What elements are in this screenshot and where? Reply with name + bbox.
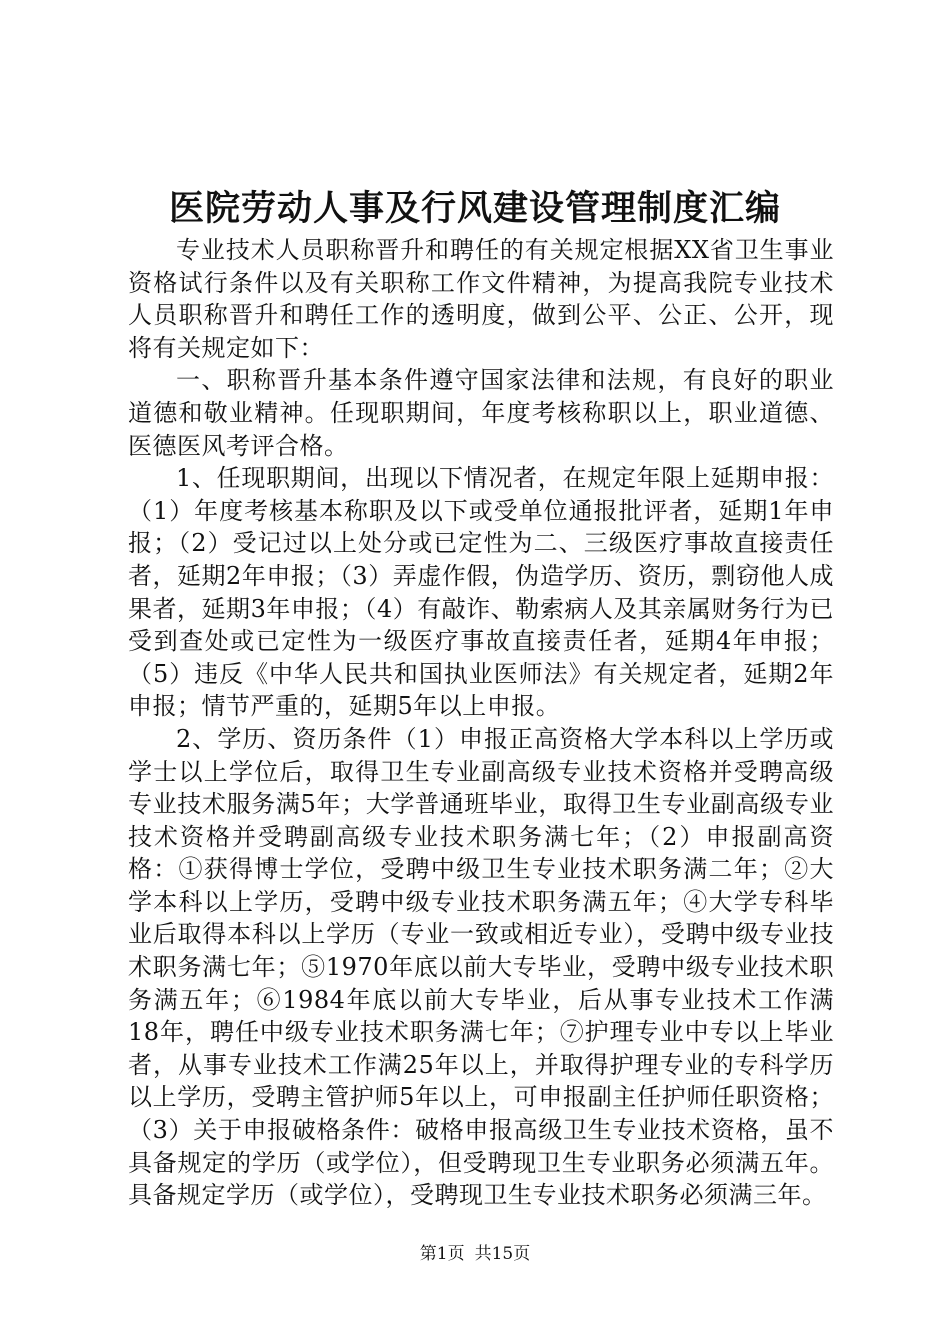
paragraph-basic-conditions: 一、职称晋升基本条件遵守国家法律和法规，有良好的职业道德和敬业精神。任现职期间，年度考核称职以上，职业道德、医德医风考评合格。 (128, 366, 834, 460)
page-number: 第1页 (419, 1244, 465, 1264)
document-title: 医院劳动人事及行风建设管理制度汇编 (168, 188, 781, 229)
document-body (128, 234, 834, 1212)
paragraph-intro: 专业技术人员职称晋升和聘任的有关规定根据XX省卫生事业资格试行条件以及有关职称工作文件精神，为提高我院专业技术人员职称晋升和聘任工作的透明度，做到公平、公正、公开，现将有关规定如下： (128, 236, 834, 362)
page-footer (0, 1242, 950, 1266)
paragraph-education-requirements: 2、学历、资历条件（1）申报正高资格大学本科以上学历或学士以上学位后，取得卫生专业副高级专业技术资格并受聘高级专业技术服务满5年；大学普通班毕业，取得卫生专业副高级专业技术资格并受聘副高级专业技术职务满七年；（2）申报副高资格：①获得博士学位，受聘中级卫生专业技术职务满二年；②大学本科以上学历，受聘中级专业技术职务满五年；④大学专科毕业后取得本科以上学历（专业一致或相近专业），受聘中级专业技术职务满七年；⑤1970年底以前大专毕业，受聘中级专业技术职务满五年；⑥1984年底以前大专毕业，后从事专业技术工作满18年，聘任中级专业技术职务满七年；⑦护理专业中专以上毕业者，从事专业技术工作满25年以上，并取得护理专业的专科学历以上学历，受聘主管护师5年以上，可申报副主任护师任职资格；（3）关于申报破格条件：破格申报高级卫生专业技术资格，虽不具备规定的学历（或学位），但受聘现卫生专业职务必须满五年。具备规定学历（或学位），受聘现卫生专业技术职务必须满三年。 (128, 724, 834, 1210)
paragraph-deferral-rules: 1、任现职期间，出现以下情况者，在规定年限上延期申报：（1）年度考核基本称职及以下或受单位通报批评者，延期1年申报；（2）受记过以上处分或已定性为二、三级医疗事故直接责任者，延期2年申报；（3）弄虚作假，伪造学历、资历，剽窃他人成果者，延期3年申报；（4）有敲诈、勒索病人及其亲属财务行为已受到查处或已定性为一级医疗事故直接责任者，延期4年申报；（5）违反《中华人民共和国执业医师法》有关规定者，延期2年申报；情节严重的，延期5年以上申报。 (128, 464, 834, 721)
page-total: 共15页 (474, 1244, 531, 1264)
